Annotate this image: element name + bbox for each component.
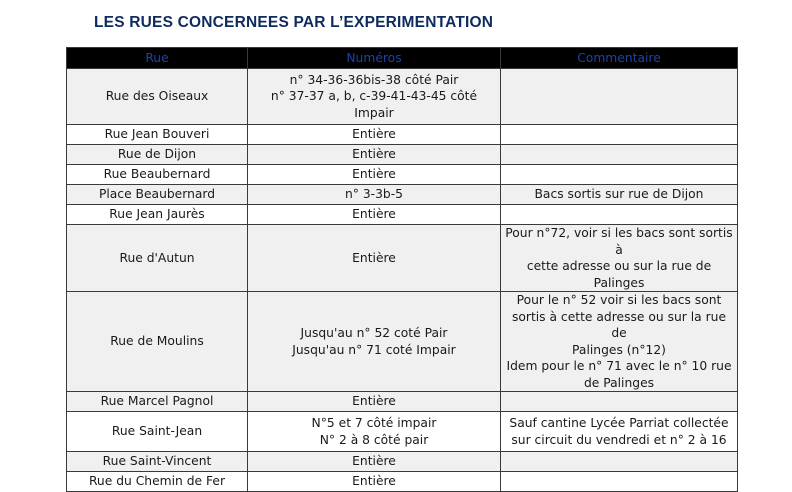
- cell-numeros: [248, 392, 501, 412]
- cell-numeros-line: n° 37-37 a, b, c-39-41-43-45 côté: [270, 89, 478, 104]
- cell-numeros: [248, 145, 501, 165]
- table-row: [67, 225, 738, 292]
- header-commentaire: Commentaire: [501, 48, 738, 69]
- cell-commentaire-line: Pour le n° 52 voir si les bacs sont: [516, 293, 722, 307]
- cell-rue: Rue de Dijon: [67, 145, 248, 165]
- table-row: [67, 292, 738, 392]
- cell-commentaire-line: Bacs sortis sur rue de Dijon: [534, 187, 704, 202]
- cell-commentaire-line: sur circuit du vendredi et n° 2 à 16: [511, 432, 727, 447]
- cell-numeros-line: n° 34-36-36bis-38 côté Pair: [289, 72, 459, 87]
- cell-commentaire: [501, 292, 738, 392]
- cell-commentaire: [501, 225, 738, 292]
- cell-rue: Place Beaubernard: [67, 185, 248, 205]
- cell-numeros: [248, 412, 501, 452]
- cell-numeros: [248, 205, 501, 225]
- cell-commentaire: [501, 165, 738, 185]
- cell-commentaire: [501, 205, 738, 225]
- cell-rue: Rue de Moulins: [67, 292, 248, 392]
- cell-commentaire: [501, 452, 738, 472]
- cell-commentaire: [501, 125, 738, 145]
- cell-rue: Rue du Chemin de Fer: [67, 472, 248, 492]
- table-row: [67, 125, 738, 145]
- cell-numeros-line: Entière: [352, 167, 396, 182]
- cell-commentaire-line: cette adresse ou sur la rue de Palinges: [526, 259, 712, 290]
- cell-commentaire: [501, 145, 738, 165]
- cell-numeros: [248, 472, 501, 492]
- table-row: [67, 452, 738, 472]
- cell-numeros-line: Entière: [352, 147, 396, 162]
- cell-rue: Rue Jean Jaurès: [67, 205, 248, 225]
- cell-numeros-line: Impair: [354, 105, 394, 120]
- streets-table: [66, 47, 738, 492]
- cell-numeros-line: Entière: [352, 394, 396, 409]
- cell-rue: Rue Saint-Jean: [67, 412, 248, 452]
- cell-commentaire-line: Palinges (n°12): [572, 342, 666, 357]
- cell-numeros-line: Jusqu'au n° 52 coté Pair: [300, 326, 448, 340]
- cell-numeros-line: Entière: [352, 207, 396, 222]
- cell-numeros: [248, 225, 501, 292]
- table-row: [67, 392, 738, 412]
- cell-numeros-line: Entière: [352, 474, 396, 489]
- cell-numeros: [248, 452, 501, 472]
- table-row: [67, 165, 738, 185]
- cell-numeros-line: Entière: [352, 454, 396, 469]
- cell-rue: Rue Saint-Vincent: [67, 452, 248, 472]
- cell-numeros: [248, 165, 501, 185]
- cell-numeros: [248, 185, 501, 205]
- table-row: [67, 185, 738, 205]
- cell-numeros-line: N° 2 à 8 côté pair: [319, 432, 429, 447]
- cell-commentaire-line: Sauf cantine Lycée Parriat collectée: [509, 416, 729, 430]
- cell-numeros: [248, 125, 501, 145]
- cell-numeros: [248, 69, 501, 125]
- cell-numeros-line: Entière: [352, 250, 396, 265]
- cell-commentaire: [501, 472, 738, 492]
- cell-commentaire-line: Idem pour le n° 71 avec le n° 10 rue: [506, 359, 732, 373]
- cell-numeros-line: n° 3-3b-5: [344, 187, 403, 202]
- cell-numeros-line: Entière: [352, 127, 396, 142]
- cell-rue: Rue des Oiseaux: [67, 69, 248, 125]
- page-title: LES RUES CONCERNEES PAR L’EXPERIMENTATION: [94, 14, 494, 31]
- cell-numeros-line: N°5 et 7 côté impair: [311, 416, 437, 430]
- cell-commentaire-line: de Palinges: [583, 375, 655, 390]
- cell-commentaire: [501, 412, 738, 452]
- header-numeros: Numéros: [248, 48, 501, 69]
- cell-commentaire: [501, 185, 738, 205]
- table-row: [67, 472, 738, 492]
- header-rue: Rue: [67, 48, 248, 69]
- table-row: [67, 69, 738, 125]
- table-header-row: [67, 48, 738, 69]
- cell-numeros-line: Jusqu'au n° 71 coté Impair: [292, 342, 456, 357]
- cell-commentaire-line: Pour n°72, voir si les bacs sont sortis à: [505, 226, 733, 257]
- table-row: [67, 145, 738, 165]
- table-row: [67, 205, 738, 225]
- cell-commentaire-line: sortis à cette adresse ou sur la rue de: [511, 309, 727, 340]
- cell-rue: Rue Beaubernard: [67, 165, 248, 185]
- cell-rue: Rue Marcel Pagnol: [67, 392, 248, 412]
- cell-rue: Rue Jean Bouveri: [67, 125, 248, 145]
- cell-commentaire: [501, 392, 738, 412]
- table-row: [67, 412, 738, 452]
- cell-numeros: [248, 292, 501, 392]
- cell-commentaire: [501, 69, 738, 125]
- cell-rue: Rue d'Autun: [67, 225, 248, 292]
